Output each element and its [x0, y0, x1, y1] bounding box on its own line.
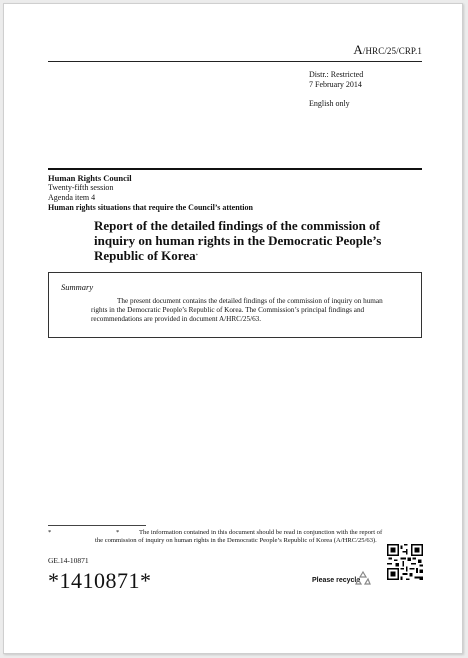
job-number: GE.14-10871 — [48, 556, 89, 565]
footnote-rule — [48, 525, 146, 526]
agenda-title: Human rights situations that require the Council’s attention — [48, 203, 253, 212]
footnote — [48, 529, 388, 546]
council-name: Human Rights Council — [48, 173, 132, 183]
agenda-item: Agenda item 4 — [48, 193, 96, 202]
header-rule — [48, 61, 422, 62]
recycle-icon — [355, 570, 371, 586]
recycle-label: Please recycle — [312, 577, 361, 584]
footnote-text — [95, 529, 388, 546]
symbol-prefix: A — [353, 42, 363, 57]
document-page — [3, 3, 463, 654]
council-rule — [48, 168, 422, 170]
summary-box — [48, 272, 422, 338]
distribution-block — [309, 70, 363, 109]
language-note: English only — [309, 99, 350, 108]
report-title-text: Report of the detailed findings of the commission of inquiry on human rights in the Democratic People’s Republic of Korea — [94, 218, 382, 263]
session-line: Twenty-fifth session — [48, 183, 114, 192]
document-symbol — [353, 42, 422, 58]
title-footnote-mark: * — [195, 254, 199, 259]
footnote-mark: * — [48, 529, 52, 536]
barcode-text: *1410871* — [48, 568, 152, 593]
symbol-rest: /HRC/25/CRP.1 — [362, 46, 422, 56]
summary-heading: Summary — [61, 282, 94, 292]
footnote-text-body: The information contained in this document should be read in conjunction with the report of the commission of inquiry on human rights in the Democratic People’s Republic of Korea (A/HRC/25/63). — [95, 529, 383, 545]
footnote-mark-secondary: * — [116, 529, 120, 536]
document-date: 7 February 2014 — [309, 80, 362, 89]
qr-code-icon — [387, 544, 423, 580]
summary-body: The present document contains the detailed findings of the commission of inquiry on human rights in the Democratic People’s Republic of Korea. The Commission’s principal findings and recommendations are provided in document A/HRC/25/63. — [91, 297, 383, 323]
council-block — [48, 173, 253, 213]
report-title — [94, 218, 394, 264]
distribution-status: Distr.: Restricted — [309, 70, 364, 79]
